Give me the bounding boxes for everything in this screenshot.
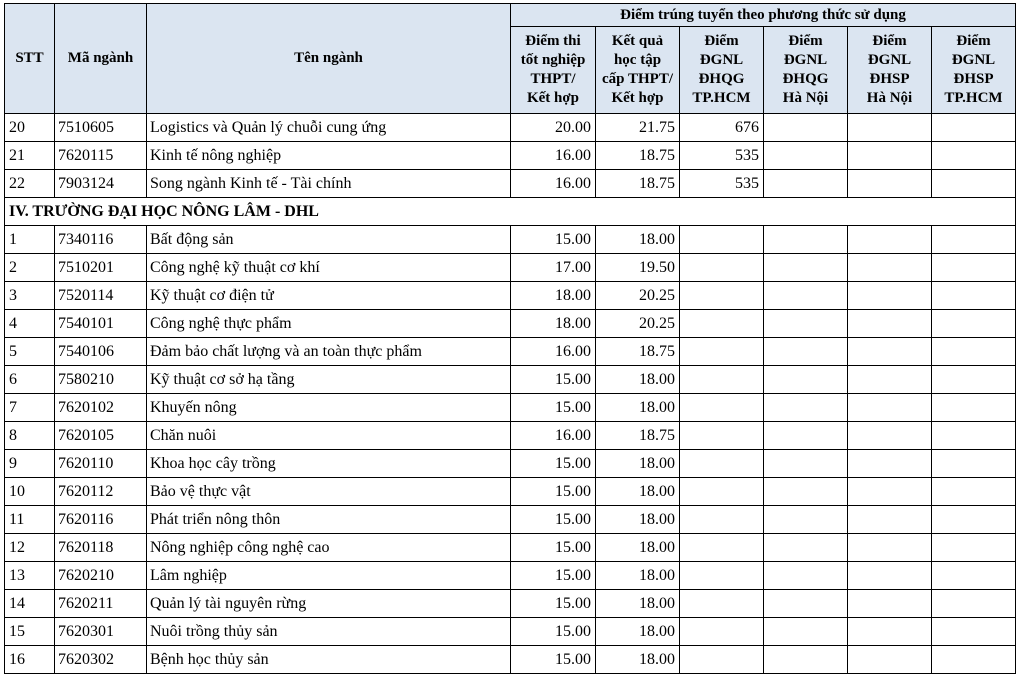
row-score-dgnl-hcm — [680, 506, 764, 534]
row-score-dgnl-hcm — [680, 562, 764, 590]
row-stt: 21 — [5, 142, 55, 170]
table-row — [5, 422, 1016, 450]
row-score-dgnl-hn — [764, 338, 848, 366]
row-score-dgnl-hcm — [680, 366, 764, 394]
table-row — [5, 562, 1016, 590]
row-score-hocba: 18.75 — [596, 338, 680, 366]
row-score-dhsp-hcm — [932, 618, 1016, 646]
row-code: 7540101 — [55, 310, 147, 338]
row-score-hocba: 18.00 — [596, 478, 680, 506]
header-method-group: Điểm trúng tuyển theo phương thức sử dụng — [511, 4, 1016, 27]
row-score-dgnl-hn — [764, 394, 848, 422]
header-method-dhsp-hcm-line3: ĐHSP — [953, 71, 994, 87]
row-score-dgnl-hn — [764, 590, 848, 618]
header-method-dgnl-hcm — [680, 27, 764, 114]
row-score-dhsp-hn — [848, 450, 932, 478]
row-name: Nông nghiệp công nghệ cao — [147, 534, 511, 562]
row-code: 7510201 — [55, 254, 147, 282]
row-score-dgnl-hcm: 535 — [680, 142, 764, 170]
table-row — [5, 534, 1016, 562]
row-score-dhsp-hn — [848, 226, 932, 254]
header-method-hocba — [596, 27, 680, 114]
row-score-dhsp-hn — [848, 366, 932, 394]
row-score-thpt: 15.00 — [511, 226, 596, 254]
row-score-dhsp-hcm — [932, 534, 1016, 562]
row-score-dhsp-hcm — [932, 310, 1016, 338]
row-score-dgnl-hcm — [680, 450, 764, 478]
row-score-dhsp-hcm — [932, 254, 1016, 282]
row-score-hocba: 18.75 — [596, 422, 680, 450]
header-method-dhsp-hn — [848, 27, 932, 114]
row-code: 7620110 — [55, 450, 147, 478]
row-code: 7620118 — [55, 534, 147, 562]
row-score-dgnl-hn — [764, 422, 848, 450]
row-score-dgnl-hn — [764, 282, 848, 310]
row-score-dgnl-hn — [764, 506, 848, 534]
row-code: 7620112 — [55, 478, 147, 506]
row-score-dhsp-hn — [848, 338, 932, 366]
row-score-dgnl-hn — [764, 366, 848, 394]
row-score-dhsp-hcm — [932, 226, 1016, 254]
row-stt: 11 — [5, 506, 55, 534]
row-score-hocba: 18.75 — [596, 142, 680, 170]
row-score-dhsp-hcm — [932, 170, 1016, 198]
header-method-dhsp-hn-line1: Điểm — [872, 33, 907, 49]
row-score-dgnl-hn — [764, 114, 848, 142]
header-method-dhsp-hn-line3: ĐHSP — [869, 71, 910, 87]
row-code: 7620116 — [55, 506, 147, 534]
row-score-dgnl-hcm — [680, 226, 764, 254]
header-method-thpt-line4: Kết hợp — [526, 90, 580, 106]
row-name: Kỹ thuật cơ điện tử — [147, 282, 511, 310]
row-score-dgnl-hcm: 676 — [680, 114, 764, 142]
row-code: 7540106 — [55, 338, 147, 366]
header-method-dhsp-hn-line4: Hà Nội — [866, 90, 913, 106]
row-stt: 12 — [5, 534, 55, 562]
row-stt: 13 — [5, 562, 55, 590]
row-code: 7620302 — [55, 646, 147, 674]
row-stt: 8 — [5, 422, 55, 450]
table-row — [5, 310, 1016, 338]
row-score-dhsp-hn — [848, 590, 932, 618]
row-stt: 2 — [5, 254, 55, 282]
row-name: Kinh tế nông nghiệp — [147, 142, 511, 170]
row-name: Đảm bảo chất lượng và an toàn thực phẩm — [147, 338, 511, 366]
row-score-hocba: 18.00 — [596, 590, 680, 618]
row-score-thpt: 16.00 — [511, 170, 596, 198]
row-score-dhsp-hcm — [932, 282, 1016, 310]
table-row — [5, 338, 1016, 366]
header-method-dgnl-hn-line4: Hà Nội — [782, 90, 829, 106]
header-method-hocba-line3: cấp THPT/ — [602, 71, 673, 87]
row-score-dgnl-hn — [764, 142, 848, 170]
row-score-thpt: 16.00 — [511, 338, 596, 366]
row-score-dgnl-hn — [764, 450, 848, 478]
header-method-hocba-line1: Kết quả — [611, 33, 664, 49]
row-stt: 5 — [5, 338, 55, 366]
row-score-hocba: 21.75 — [596, 114, 680, 142]
table-row — [5, 590, 1016, 618]
row-score-dgnl-hcm — [680, 590, 764, 618]
row-code: 7620301 — [55, 618, 147, 646]
table-row — [5, 282, 1016, 310]
table-row — [5, 114, 1016, 142]
row-code: 7620210 — [55, 562, 147, 590]
row-code: 7340116 — [55, 226, 147, 254]
row-score-dgnl-hcm — [680, 422, 764, 450]
table-row — [5, 170, 1016, 198]
row-score-thpt: 18.00 — [511, 282, 596, 310]
header-method-dgnl-hn-line3: ĐHQG — [782, 71, 829, 87]
table-row — [5, 394, 1016, 422]
admission-scores-table — [4, 3, 1016, 674]
header-code: Mã ngành — [55, 4, 147, 114]
row-score-hocba: 18.00 — [596, 450, 680, 478]
row-code: 7580210 — [55, 366, 147, 394]
row-score-hocba: 18.00 — [596, 226, 680, 254]
row-name: Bệnh học thủy sản — [147, 646, 511, 674]
row-code: 7903124 — [55, 170, 147, 198]
row-code: 7520114 — [55, 282, 147, 310]
row-score-thpt: 15.00 — [511, 562, 596, 590]
row-score-thpt: 15.00 — [511, 618, 596, 646]
row-score-dhsp-hn — [848, 618, 932, 646]
header-method-dhsp-hcm-line1: Điểm — [956, 33, 991, 49]
row-score-thpt: 16.00 — [511, 142, 596, 170]
row-score-dgnl-hn — [764, 618, 848, 646]
row-name: Khoa học cây trồng — [147, 450, 511, 478]
row-score-hocba: 20.25 — [596, 310, 680, 338]
row-score-dgnl-hcm — [680, 338, 764, 366]
section-title: IV. TRƯỜNG ĐẠI HỌC NÔNG LÂM - DHL — [5, 198, 1016, 226]
row-score-dhsp-hcm — [932, 422, 1016, 450]
row-stt: 6 — [5, 366, 55, 394]
table-row — [5, 646, 1016, 674]
row-score-dhsp-hn — [848, 478, 932, 506]
row-score-hocba: 18.00 — [596, 534, 680, 562]
row-score-dhsp-hn — [848, 254, 932, 282]
header-method-hocba-line2: học tập — [613, 52, 662, 68]
row-score-thpt: 15.00 — [511, 366, 596, 394]
row-score-thpt: 15.00 — [511, 506, 596, 534]
row-score-dhsp-hcm — [932, 142, 1016, 170]
row-score-dgnl-hcm — [680, 282, 764, 310]
row-score-dhsp-hn — [848, 506, 932, 534]
row-score-dhsp-hn — [848, 422, 932, 450]
table-row — [5, 450, 1016, 478]
table-row — [5, 226, 1016, 254]
row-score-dhsp-hcm — [932, 450, 1016, 478]
row-name: Công nghệ kỹ thuật cơ khí — [147, 254, 511, 282]
row-score-dgnl-hcm: 535 — [680, 170, 764, 198]
row-stt: 7 — [5, 394, 55, 422]
row-name: Song ngành Kinh tế - Tài chính — [147, 170, 511, 198]
row-name: Bất động sản — [147, 226, 511, 254]
row-score-hocba: 18.75 — [596, 170, 680, 198]
row-score-thpt: 15.00 — [511, 590, 596, 618]
row-score-hocba: 19.50 — [596, 254, 680, 282]
table-body — [5, 114, 1016, 674]
row-name: Khuyến nông — [147, 394, 511, 422]
row-stt: 10 — [5, 478, 55, 506]
header-method-dgnl-hcm-line1: Điểm — [704, 33, 739, 49]
row-score-dgnl-hn — [764, 562, 848, 590]
row-score-dgnl-hcm — [680, 254, 764, 282]
row-score-dhsp-hn — [848, 534, 932, 562]
header-name: Tên ngành — [147, 4, 511, 114]
row-stt: 16 — [5, 646, 55, 674]
row-score-dhsp-hcm — [932, 338, 1016, 366]
header-method-thpt — [511, 27, 596, 114]
row-score-dhsp-hcm — [932, 366, 1016, 394]
row-score-hocba: 18.00 — [596, 366, 680, 394]
row-stt: 3 — [5, 282, 55, 310]
row-score-thpt: 15.00 — [511, 450, 596, 478]
row-score-dhsp-hn — [848, 142, 932, 170]
row-stt: 15 — [5, 618, 55, 646]
row-score-dhsp-hcm — [932, 506, 1016, 534]
header-method-thpt-line3: THPT/ — [530, 71, 576, 87]
row-name: Lâm nghiệp — [147, 562, 511, 590]
row-score-dgnl-hn — [764, 478, 848, 506]
header-method-dhsp-hcm — [932, 27, 1016, 114]
header-method-dgnl-hcm-line4: TP.HCM — [692, 90, 751, 106]
row-score-dgnl-hcm — [680, 618, 764, 646]
header-method-dhsp-hn-line2: ĐGNL — [867, 52, 912, 68]
header-stt: STT — [5, 4, 55, 114]
row-score-dgnl-hn — [764, 226, 848, 254]
row-score-thpt: 20.00 — [511, 114, 596, 142]
row-stt: 20 — [5, 114, 55, 142]
header-method-thpt-line2: tốt nghiệp — [520, 52, 586, 68]
row-score-dgnl-hn — [764, 310, 848, 338]
row-score-hocba: 20.25 — [596, 282, 680, 310]
row-score-dgnl-hcm — [680, 534, 764, 562]
row-name: Chăn nuôi — [147, 422, 511, 450]
row-score-hocba: 18.00 — [596, 394, 680, 422]
row-name: Kỹ thuật cơ sở hạ tầng — [147, 366, 511, 394]
table-row — [5, 618, 1016, 646]
row-code: 7620105 — [55, 422, 147, 450]
row-score-dgnl-hcm — [680, 646, 764, 674]
row-score-hocba: 18.00 — [596, 562, 680, 590]
section-row — [5, 198, 1016, 226]
row-name: Phát triển nông thôn — [147, 506, 511, 534]
row-score-dgnl-hcm — [680, 394, 764, 422]
row-score-thpt: 16.00 — [511, 422, 596, 450]
row-score-dgnl-hn — [764, 534, 848, 562]
row-score-dhsp-hcm — [932, 478, 1016, 506]
table-row — [5, 366, 1016, 394]
row-name: Quản lý tài nguyên rừng — [147, 590, 511, 618]
row-score-thpt: 15.00 — [511, 534, 596, 562]
table-row — [5, 142, 1016, 170]
header-method-dgnl-hn-line2: ĐGNL — [783, 52, 828, 68]
row-score-hocba: 18.00 — [596, 506, 680, 534]
row-score-dhsp-hcm — [932, 394, 1016, 422]
row-score-thpt: 15.00 — [511, 478, 596, 506]
header-method-dhsp-hcm-line4: TP.HCM — [944, 90, 1003, 106]
row-score-dhsp-hn — [848, 310, 932, 338]
row-score-dhsp-hn — [848, 646, 932, 674]
table-row — [5, 254, 1016, 282]
header-method-dgnl-hn — [764, 27, 848, 114]
row-score-dgnl-hn — [764, 254, 848, 282]
row-name: Logistics và Quản lý chuỗi cung ứng — [147, 114, 511, 142]
header-method-thpt-line1: Điểm thi — [525, 33, 581, 49]
row-name: Nuôi trồng thủy sản — [147, 618, 511, 646]
row-score-thpt: 17.00 — [511, 254, 596, 282]
row-score-dgnl-hcm — [680, 310, 764, 338]
row-score-dhsp-hn — [848, 394, 932, 422]
row-score-dhsp-hn — [848, 170, 932, 198]
row-score-thpt: 15.00 — [511, 394, 596, 422]
row-stt: 4 — [5, 310, 55, 338]
row-score-dhsp-hcm — [932, 590, 1016, 618]
header-method-dhsp-hcm-line2: ĐGNL — [951, 52, 996, 68]
row-score-dhsp-hcm — [932, 114, 1016, 142]
row-score-hocba: 18.00 — [596, 646, 680, 674]
table-header — [5, 4, 1016, 114]
row-score-dhsp-hn — [848, 114, 932, 142]
row-stt: 9 — [5, 450, 55, 478]
row-stt: 1 — [5, 226, 55, 254]
row-score-dgnl-hcm — [680, 478, 764, 506]
row-score-hocba: 18.00 — [596, 618, 680, 646]
row-stt: 14 — [5, 590, 55, 618]
row-code: 7620115 — [55, 142, 147, 170]
row-code: 7620211 — [55, 590, 147, 618]
row-name: Công nghệ thực phẩm — [147, 310, 511, 338]
header-method-dgnl-hcm-line2: ĐGNL — [699, 52, 744, 68]
row-score-dhsp-hn — [848, 562, 932, 590]
row-code: 7510605 — [55, 114, 147, 142]
table-row — [5, 506, 1016, 534]
header-method-hocba-line4: Kết hợp — [611, 90, 664, 106]
row-code: 7620102 — [55, 394, 147, 422]
header-method-dgnl-hcm-line3: ĐHQG — [698, 71, 745, 87]
row-score-thpt: 15.00 — [511, 646, 596, 674]
table-row — [5, 478, 1016, 506]
row-score-dhsp-hn — [848, 282, 932, 310]
row-score-dgnl-hn — [764, 646, 848, 674]
row-score-dhsp-hcm — [932, 562, 1016, 590]
row-score-dgnl-hn — [764, 170, 848, 198]
row-score-dhsp-hcm — [932, 646, 1016, 674]
row-name: Bảo vệ thực vật — [147, 478, 511, 506]
row-score-thpt: 18.00 — [511, 310, 596, 338]
header-method-dgnl-hn-line1: Điểm — [788, 33, 823, 49]
row-stt: 22 — [5, 170, 55, 198]
